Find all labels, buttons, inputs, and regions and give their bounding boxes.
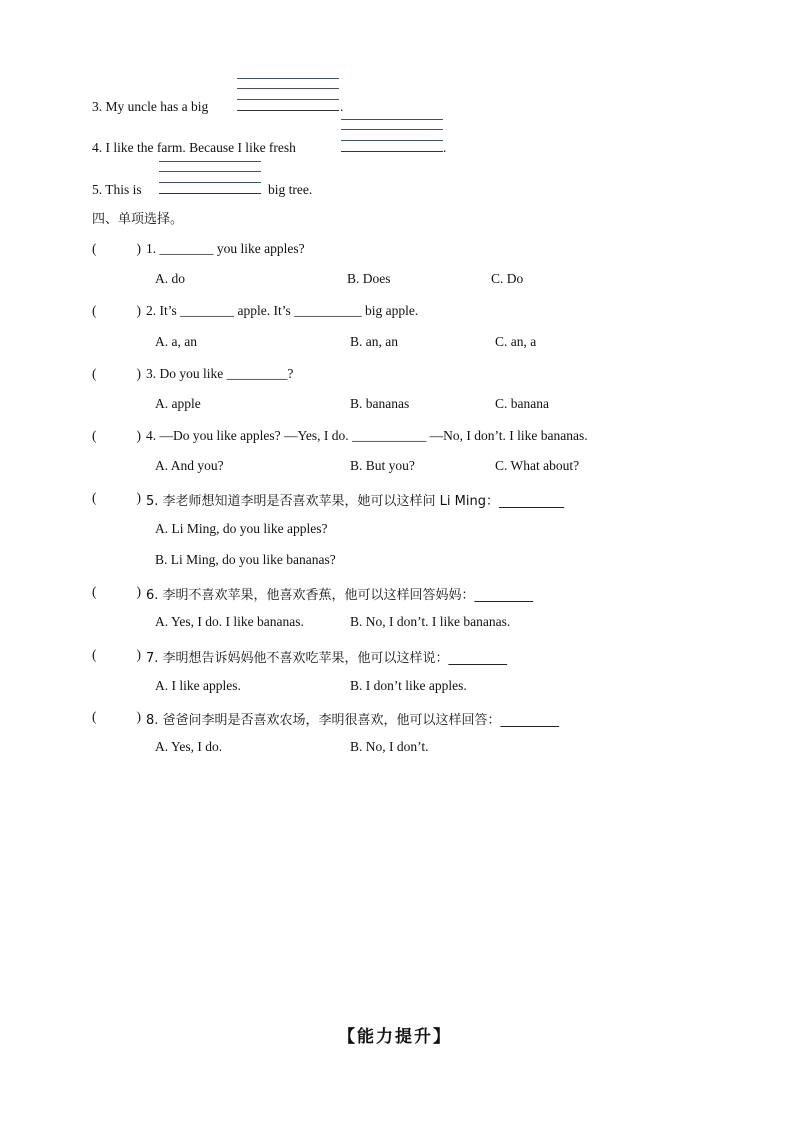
section-title: 四、单项选择。 [92,212,184,227]
fill-in-5-after: big tree. [268,182,313,197]
answer-paren-6[interactable]: ( ) [92,584,141,599]
answer-paren-2[interactable]: ( ) [92,303,141,318]
answer-paren-5[interactable]: ( ) [92,490,141,505]
q4-option-b[interactable]: B. But you? [350,458,415,473]
question-8: 8. 爸爸问李明是否喜欢农场，李明很喜欢，他可以这样回答：_________ [146,713,560,728]
q2-option-b[interactable]: B. an, an [350,334,398,349]
q1-option-a[interactable]: A. do [155,271,185,286]
fill-in-5-text: 5. This is [92,182,142,197]
question-1: 1. ________ you like apples? [146,241,305,256]
question-2: 2. It’s ________ apple. It’s __________ big apple. [146,303,419,318]
q2-option-a[interactable]: A. a, an [155,334,197,349]
q7-option-b[interactable]: B. I don’t like apples. [350,678,467,693]
q8-option-a[interactable]: A. Yes, I do. [155,739,223,754]
four-line-blank-4[interactable] [341,119,443,152]
section-heading-ability: 【能力提升】 [338,1027,452,1047]
q4-option-a[interactable]: A. And you? [155,458,224,473]
question-3: 3. Do you like _________? [146,366,294,381]
fill-in-3-period: . [340,99,344,114]
q6-option-b[interactable]: B. No, I don’t. I like bananas. [350,614,511,629]
q2-option-c[interactable]: C. an, a [495,334,537,349]
q4-option-c[interactable]: C. What about? [495,458,580,473]
q1-option-b[interactable]: B. Does [347,271,391,286]
q5-option-b[interactable]: B. Li Ming, do you like bananas? [155,552,336,567]
answer-paren-3[interactable]: ( ) [92,366,141,381]
question-4: 4. —Do you like apples? —Yes, I do. ___________ —No, I don’t. I like bananas. [146,428,588,443]
fill-in-4-period: . [443,140,447,155]
q8-option-b[interactable]: B. No, I don’t. [350,739,429,754]
q3-option-b[interactable]: B. bananas [350,396,410,411]
q3-option-a[interactable]: A. apple [155,396,201,411]
four-line-blank-3[interactable] [237,78,339,111]
question-5: 5. 李老师想知道李明是否喜欢苹果，她可以这样问 Li Ming：__________ [146,494,564,509]
question-6: 6. 李明不喜欢苹果，他喜欢香蕉，他可以这样回答妈妈：_________ [146,588,534,603]
four-line-blank-5[interactable] [159,161,261,194]
answer-paren-4[interactable]: ( ) [92,428,141,443]
answer-paren-1[interactable]: ( ) [92,241,141,256]
question-7: 7. 李明想告诉妈妈他不喜欢吃苹果，他可以这样说：_________ [146,651,508,666]
answer-paren-7[interactable]: ( ) [92,647,141,662]
q6-option-a[interactable]: A. Yes, I do. I like bananas. [155,614,304,629]
fill-in-3-text: 3. My uncle has a big [92,99,209,114]
answer-paren-8[interactable]: ( ) [92,709,141,724]
fill-in-4-text: 4. I like the farm. Because I like fresh [92,140,296,155]
q3-option-c[interactable]: C. banana [495,396,549,411]
q7-option-a[interactable]: A. I like apples. [155,678,241,693]
q1-option-c[interactable]: C. Do [491,271,524,286]
q5-option-a[interactable]: A. Li Ming, do you like apples? [155,521,328,536]
